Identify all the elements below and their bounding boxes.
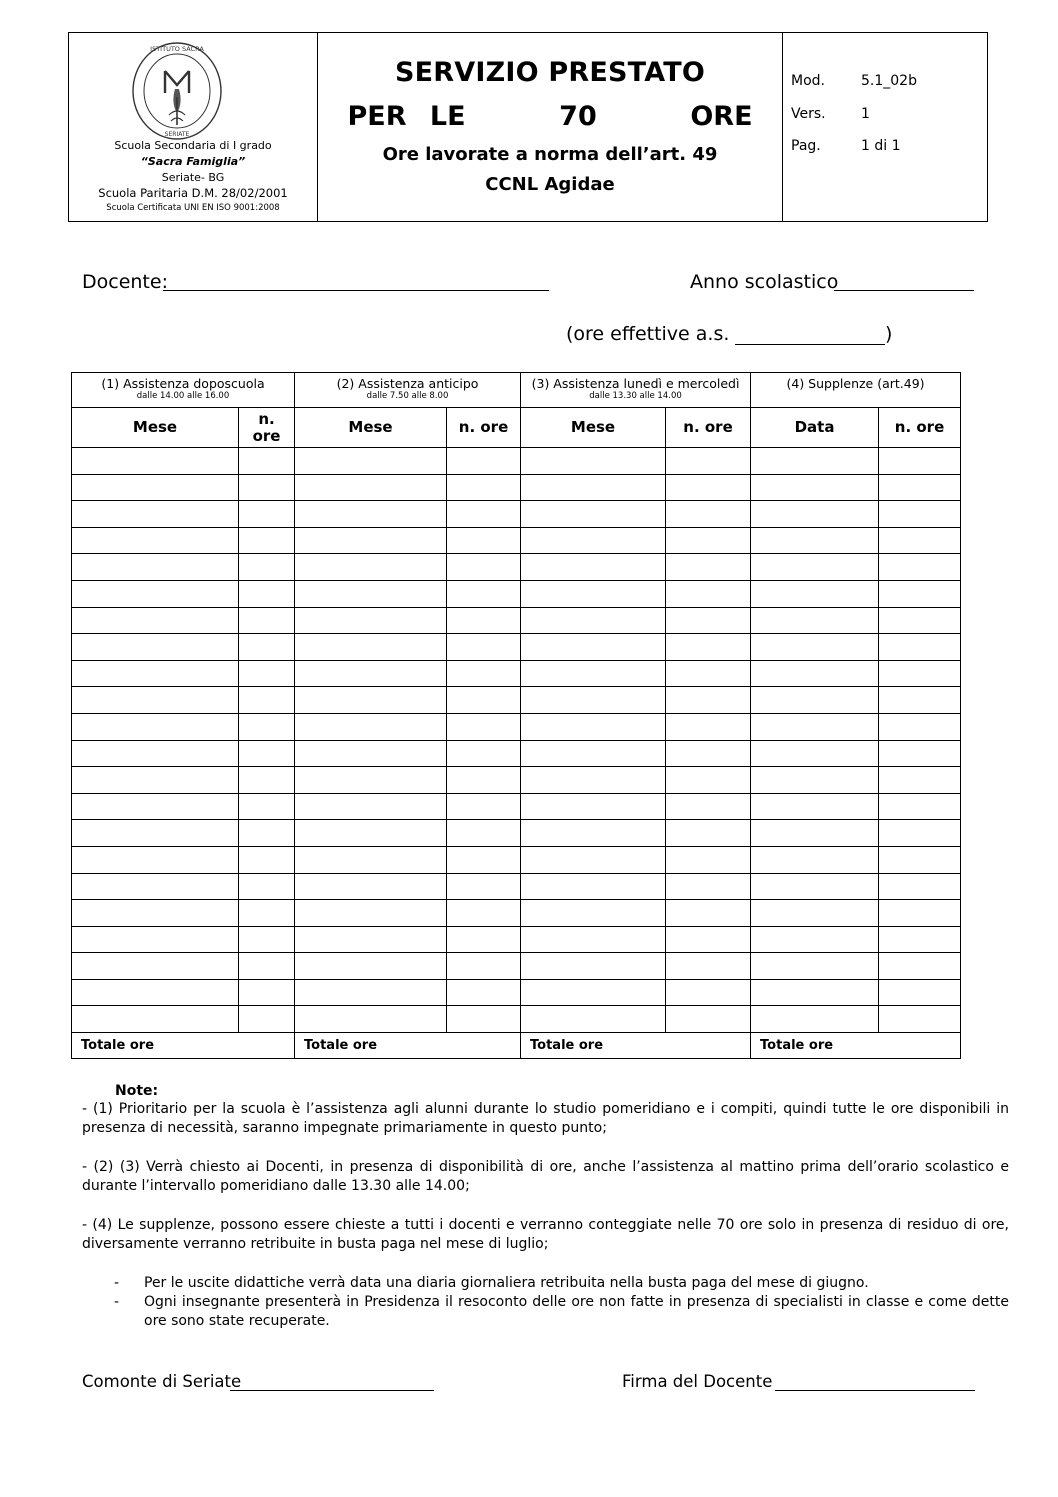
table-cell[interactable] <box>239 820 295 847</box>
anno-scolastico-field[interactable] <box>834 290 974 291</box>
meta-mod-value: 5.1_02b <box>861 73 917 89</box>
table-cell[interactable] <box>72 900 239 927</box>
table-row <box>72 820 961 847</box>
meta-page-key: Pag. <box>791 138 821 154</box>
table-cell[interactable] <box>447 687 521 714</box>
note-1: - (1) Prioritario per la scuola è l’assistenza agli alunni durante lo studio pomeridiano e i compiti, quindi tutte le ore disponibili in presenza di necessità, saranno impegnate primariamente in questo punto; <box>82 1101 1009 1136</box>
table-cell[interactable] <box>879 660 961 687</box>
table-cell[interactable] <box>751 953 879 980</box>
table-cell[interactable] <box>447 607 521 634</box>
table-cell[interactable] <box>666 527 751 554</box>
svg-text:ISTITUTO SACRA: ISTITUTO SACRA <box>150 45 204 53</box>
note-bullet-1: Per le uscite didattiche verrà data una diaria giornaliera retribuita nella busta paga del mese di giugno. <box>144 1275 869 1291</box>
table-cell[interactable] <box>751 474 879 501</box>
table-cell[interactable] <box>751 873 879 900</box>
table-cell[interactable] <box>751 1006 879 1033</box>
table-cell[interactable] <box>751 979 879 1006</box>
bullet-marker: - <box>114 1294 120 1310</box>
table-cell[interactable] <box>521 607 666 634</box>
table-row <box>72 900 961 927</box>
table-row <box>72 634 961 661</box>
table-row <box>72 846 961 873</box>
table-cell[interactable] <box>666 634 751 661</box>
hours-register-table <box>71 372 961 1059</box>
table-cell[interactable] <box>666 846 751 873</box>
table-cell[interactable] <box>239 713 295 740</box>
table-cell[interactable] <box>447 900 521 927</box>
table-cell[interactable] <box>666 448 751 475</box>
table-cell[interactable] <box>666 740 751 767</box>
table-row <box>72 554 961 581</box>
table-cell[interactable] <box>879 900 961 927</box>
table-cell[interactable] <box>72 793 239 820</box>
group-title: (1) Assistenza doposcuola <box>101 376 265 391</box>
table-cell[interactable] <box>447 767 521 794</box>
table-cell[interactable] <box>666 873 751 900</box>
meta-version-value: 1 <box>861 106 870 122</box>
table-cell[interactable] <box>295 873 447 900</box>
table-cell[interactable] <box>447 820 521 847</box>
document-meta-cell <box>783 33 987 221</box>
group-header-anticipo <box>295 373 521 408</box>
table-row <box>72 607 961 634</box>
table-cell[interactable] <box>447 501 521 528</box>
total-doposcuola[interactable]: Totale ore <box>72 1033 295 1059</box>
table-cell[interactable] <box>239 660 295 687</box>
table-cell[interactable] <box>295 846 447 873</box>
table-cell[interactable] <box>666 607 751 634</box>
total-lunedi-mercoledi[interactable]: Totale ore <box>521 1033 751 1059</box>
table-cell[interactable] <box>447 527 521 554</box>
table-cell[interactable] <box>666 979 751 1006</box>
table-cell[interactable] <box>72 607 239 634</box>
table-cell[interactable] <box>879 713 961 740</box>
group-time: dalle 7.50 alle 8.00 <box>366 391 449 401</box>
table-cell[interactable] <box>751 527 879 554</box>
table-cell[interactable] <box>295 448 447 475</box>
table-cell[interactable] <box>666 1006 751 1033</box>
table-cell[interactable] <box>666 900 751 927</box>
table-cell[interactable] <box>295 607 447 634</box>
table-cell[interactable] <box>521 873 666 900</box>
school-seal-logo <box>131 41 223 141</box>
table-cell[interactable] <box>666 793 751 820</box>
group-title: (4) Supplenze (art.49) <box>786 376 925 391</box>
table-cell[interactable] <box>879 474 961 501</box>
table-cell[interactable] <box>72 740 239 767</box>
table-cell[interactable] <box>879 448 961 475</box>
group-header-supplenze <box>751 373 961 408</box>
table-cell[interactable] <box>521 926 666 953</box>
svg-text:SERIATE: SERIATE <box>164 131 190 138</box>
table-cell[interactable] <box>72 474 239 501</box>
place-label: Comonte di Seriate <box>82 1372 242 1391</box>
table-cell[interactable] <box>521 740 666 767</box>
table-cell[interactable] <box>72 820 239 847</box>
note-bullet-2: Ogni insegnante presenterà in Presidenza il resoconto delle ore non fatte in presenza di specialisti in classe e come dette ore sono state recuperate. <box>144 1294 1009 1329</box>
table-cell[interactable] <box>879 820 961 847</box>
table-cell[interactable] <box>879 846 961 873</box>
table-cell[interactable] <box>239 793 295 820</box>
table-cell[interactable] <box>239 900 295 927</box>
table-cell[interactable] <box>521 474 666 501</box>
table-cell[interactable] <box>447 660 521 687</box>
meta-page <box>791 138 901 154</box>
table-body <box>72 448 961 1033</box>
table-cell[interactable] <box>666 687 751 714</box>
group-header-doposcuola <box>72 373 295 408</box>
document-header <box>68 32 988 222</box>
table-cell[interactable] <box>295 527 447 554</box>
notes-title: Note: <box>115 1083 159 1099</box>
table-row <box>72 740 961 767</box>
table-cell[interactable] <box>751 846 879 873</box>
table-cell[interactable] <box>521 953 666 980</box>
group-time: dalle 13.30 alle 14.00 <box>589 391 682 401</box>
table-cell[interactable] <box>751 660 879 687</box>
note-3: - (4) Le supplenze, possono essere chieste a tutti i docenti e verranno conteggiate nelle 70 ore solo in presenza di residuo di ore, diversamente verranno retribuite in busta paga nel mese di luglio; <box>82 1217 1009 1252</box>
table-cell[interactable] <box>72 580 239 607</box>
table-cell[interactable] <box>879 926 961 953</box>
group-title: (2) Assistenza anticipo <box>336 376 479 391</box>
table-cell[interactable] <box>447 953 521 980</box>
table-cell[interactable] <box>239 607 295 634</box>
table-cell[interactable] <box>72 527 239 554</box>
table-row <box>72 979 961 1006</box>
totals-row <box>72 1033 961 1059</box>
table-cell[interactable] <box>72 926 239 953</box>
table-cell[interactable] <box>295 580 447 607</box>
school-type: Scuola Secondaria di I grado <box>114 139 272 152</box>
group-header-lunedi-mercoledi <box>521 373 751 408</box>
table-cell[interactable] <box>751 900 879 927</box>
document-subtitle-line2: CCNL Agidae <box>485 174 615 195</box>
table-cell[interactable] <box>751 634 879 661</box>
table-cell[interactable] <box>295 979 447 1006</box>
table-cell[interactable] <box>447 1006 521 1033</box>
table-cell[interactable] <box>666 820 751 847</box>
table-cell[interactable] <box>447 713 521 740</box>
table-cell[interactable] <box>521 713 666 740</box>
total-supplenze[interactable]: Totale ore <box>751 1033 961 1059</box>
table-cell[interactable] <box>447 448 521 475</box>
table-cell[interactable] <box>751 554 879 581</box>
table-row <box>72 527 961 554</box>
table-cell[interactable] <box>72 687 239 714</box>
table-cell[interactable] <box>521 900 666 927</box>
table-cell[interactable] <box>295 900 447 927</box>
document-subtitle-line1: Ore lavorate a norma dell’art. 49 <box>382 144 718 165</box>
docente-field[interactable] <box>163 290 549 291</box>
school-name: “Sacra Famiglia” <box>140 155 246 168</box>
table-cell[interactable] <box>447 979 521 1006</box>
group-header-row <box>72 373 961 408</box>
table-row <box>72 501 961 528</box>
table-cell[interactable] <box>447 740 521 767</box>
table-cell[interactable] <box>879 687 961 714</box>
document-title-line2: PER LE 70 ORE <box>347 101 753 132</box>
table-cell[interactable] <box>521 767 666 794</box>
table-cell[interactable] <box>521 554 666 581</box>
table-cell[interactable] <box>295 634 447 661</box>
table-cell[interactable] <box>666 926 751 953</box>
table-row <box>72 713 961 740</box>
table-cell[interactable] <box>879 740 961 767</box>
table-cell[interactable] <box>239 501 295 528</box>
table-cell[interactable] <box>521 660 666 687</box>
table-cell[interactable] <box>666 713 751 740</box>
table-cell[interactable] <box>879 580 961 607</box>
table-cell[interactable] <box>447 474 521 501</box>
table-cell[interactable] <box>295 820 447 847</box>
table-cell[interactable] <box>239 687 295 714</box>
school-certification: Scuola Certificata UNI EN ISO 9001:2008 <box>106 203 280 213</box>
table-cell[interactable] <box>879 527 961 554</box>
table-cell[interactable] <box>447 793 521 820</box>
signature-label: Firma del Docente <box>622 1372 773 1391</box>
table-cell[interactable] <box>666 580 751 607</box>
total-anticipo[interactable]: Totale ore <box>295 1033 521 1059</box>
table-cell[interactable] <box>72 979 239 1006</box>
table-cell[interactable] <box>295 793 447 820</box>
table-cell[interactable] <box>447 873 521 900</box>
table-cell[interactable] <box>239 873 295 900</box>
note-2: - (2) (3) Verrà chiesto ai Docenti, in presenza di disponibilità di ore, anche l’assistenza al mattino prima dell’orario scolastico e durante l’intervallo pomeridiano dalle 13.30 alle 14.00; <box>82 1159 1009 1194</box>
table-cell[interactable] <box>239 953 295 980</box>
table-cell[interactable] <box>239 767 295 794</box>
table-cell[interactable] <box>751 926 879 953</box>
table-cell[interactable] <box>521 820 666 847</box>
place-date-field[interactable] <box>230 1390 434 1391</box>
table-cell[interactable] <box>879 554 961 581</box>
table-cell[interactable] <box>879 979 961 1006</box>
table-cell[interactable] <box>72 501 239 528</box>
table-cell[interactable] <box>295 501 447 528</box>
table-cell[interactable] <box>295 740 447 767</box>
ore-effettive-label: (ore effettive a.s. <box>566 323 730 345</box>
table-cell[interactable] <box>295 953 447 980</box>
table-cell[interactable] <box>239 580 295 607</box>
ore-effettive-field[interactable] <box>735 344 885 345</box>
column-header-row <box>72 408 961 448</box>
table-cell[interactable] <box>447 634 521 661</box>
table-cell[interactable] <box>879 501 961 528</box>
table-cell[interactable] <box>521 1006 666 1033</box>
group-title: (3) Assistenza lunedì e mercoledì <box>531 376 740 391</box>
table-cell[interactable] <box>879 767 961 794</box>
table-cell[interactable] <box>239 554 295 581</box>
table-cell[interactable] <box>666 501 751 528</box>
table-cell[interactable] <box>239 926 295 953</box>
table-cell[interactable] <box>751 580 879 607</box>
school-decree: Scuola Paritaria D.M. 28/02/2001 <box>98 186 288 200</box>
table-cell[interactable] <box>447 554 521 581</box>
table-row <box>72 687 961 714</box>
meta-page-value: 1 di 1 <box>861 138 901 154</box>
table-cell[interactable] <box>295 660 447 687</box>
table-cell[interactable] <box>72 448 239 475</box>
table-cell[interactable] <box>666 767 751 794</box>
table-cell[interactable] <box>239 527 295 554</box>
column-header-n-ore: n. ore <box>447 408 521 448</box>
meta-mod <box>791 73 917 89</box>
table-cell[interactable] <box>239 448 295 475</box>
table-cell[interactable] <box>72 767 239 794</box>
table-row <box>72 660 961 687</box>
table-cell[interactable] <box>879 793 961 820</box>
bullet-marker: - <box>114 1275 120 1291</box>
table-row <box>72 793 961 820</box>
table-cell[interactable] <box>295 713 447 740</box>
table-cell[interactable] <box>72 1006 239 1033</box>
table-cell[interactable] <box>751 713 879 740</box>
table-cell[interactable] <box>666 660 751 687</box>
table-cell[interactable] <box>239 740 295 767</box>
column-header-n-ore: n. ore <box>879 408 961 448</box>
table-cell[interactable] <box>239 979 295 1006</box>
table-cell[interactable] <box>521 979 666 1006</box>
docente-label: Docente: <box>82 271 168 293</box>
table-cell[interactable] <box>521 793 666 820</box>
table-cell[interactable] <box>72 634 239 661</box>
document-title-line1: SERVIZIO PRESTATO <box>395 57 705 88</box>
table-row <box>72 474 961 501</box>
table-row <box>72 1006 961 1033</box>
table-cell[interactable] <box>447 846 521 873</box>
table-cell[interactable] <box>239 1006 295 1033</box>
table-cell[interactable] <box>295 767 447 794</box>
table-cell[interactable] <box>521 501 666 528</box>
table-cell[interactable] <box>72 953 239 980</box>
table-cell[interactable] <box>521 687 666 714</box>
table-cell[interactable] <box>521 634 666 661</box>
table-cell[interactable] <box>666 474 751 501</box>
column-header-mese: Mese <box>521 408 666 448</box>
column-header-n-ore: n. ore <box>666 408 751 448</box>
table-cell[interactable] <box>521 448 666 475</box>
table-cell[interactable] <box>751 687 879 714</box>
group-time: dalle 14.00 alle 16.00 <box>136 391 230 401</box>
table-row <box>72 953 961 980</box>
table-cell[interactable] <box>72 713 239 740</box>
table-cell[interactable] <box>295 474 447 501</box>
column-header-mese: Mese <box>295 408 447 448</box>
table-row <box>72 873 961 900</box>
table-cell[interactable] <box>295 1006 447 1033</box>
table-cell[interactable] <box>447 580 521 607</box>
table-cell[interactable] <box>295 687 447 714</box>
table-cell[interactable] <box>295 926 447 953</box>
title-cell <box>318 33 783 221</box>
ore-effettive-close: ) <box>885 323 893 345</box>
column-header-mese: Mese <box>72 408 239 448</box>
table-cell[interactable] <box>239 846 295 873</box>
table-cell[interactable] <box>879 1006 961 1033</box>
table-cell[interactable] <box>751 448 879 475</box>
meta-version <box>791 106 870 122</box>
table-row <box>72 767 961 794</box>
table-cell[interactable] <box>72 873 239 900</box>
table-cell[interactable] <box>239 634 295 661</box>
table-cell[interactable] <box>751 767 879 794</box>
meta-mod-key: Mod. <box>791 73 825 89</box>
table-cell[interactable] <box>751 820 879 847</box>
table-cell[interactable] <box>239 474 295 501</box>
table-cell[interactable] <box>72 554 239 581</box>
table-cell[interactable] <box>879 873 961 900</box>
table-cell[interactable] <box>751 607 879 634</box>
meta-version-key: Vers. <box>791 106 826 122</box>
table-cell[interactable] <box>879 607 961 634</box>
table-cell[interactable] <box>751 740 879 767</box>
table-row <box>72 926 961 953</box>
table-cell[interactable] <box>521 846 666 873</box>
column-header-n-ore: n. ore <box>239 408 295 448</box>
table-row <box>72 448 961 475</box>
table-cell[interactable] <box>879 634 961 661</box>
table-cell[interactable] <box>447 926 521 953</box>
table-cell[interactable] <box>879 953 961 980</box>
table-cell[interactable] <box>521 527 666 554</box>
table-cell[interactable] <box>521 580 666 607</box>
school-location: Seriate- BG <box>161 171 225 184</box>
column-header-data: Data <box>751 408 879 448</box>
anno-scolastico-label: Anno scolastico <box>690 271 839 293</box>
table-cell[interactable] <box>666 554 751 581</box>
table-row <box>72 580 961 607</box>
table-cell[interactable] <box>295 554 447 581</box>
school-info-cell <box>69 33 318 221</box>
table-cell[interactable] <box>666 953 751 980</box>
signature-field[interactable] <box>775 1390 975 1391</box>
table-cell[interactable] <box>751 501 879 528</box>
table-cell[interactable] <box>751 793 879 820</box>
table-cell[interactable] <box>72 846 239 873</box>
table-cell[interactable] <box>72 660 239 687</box>
